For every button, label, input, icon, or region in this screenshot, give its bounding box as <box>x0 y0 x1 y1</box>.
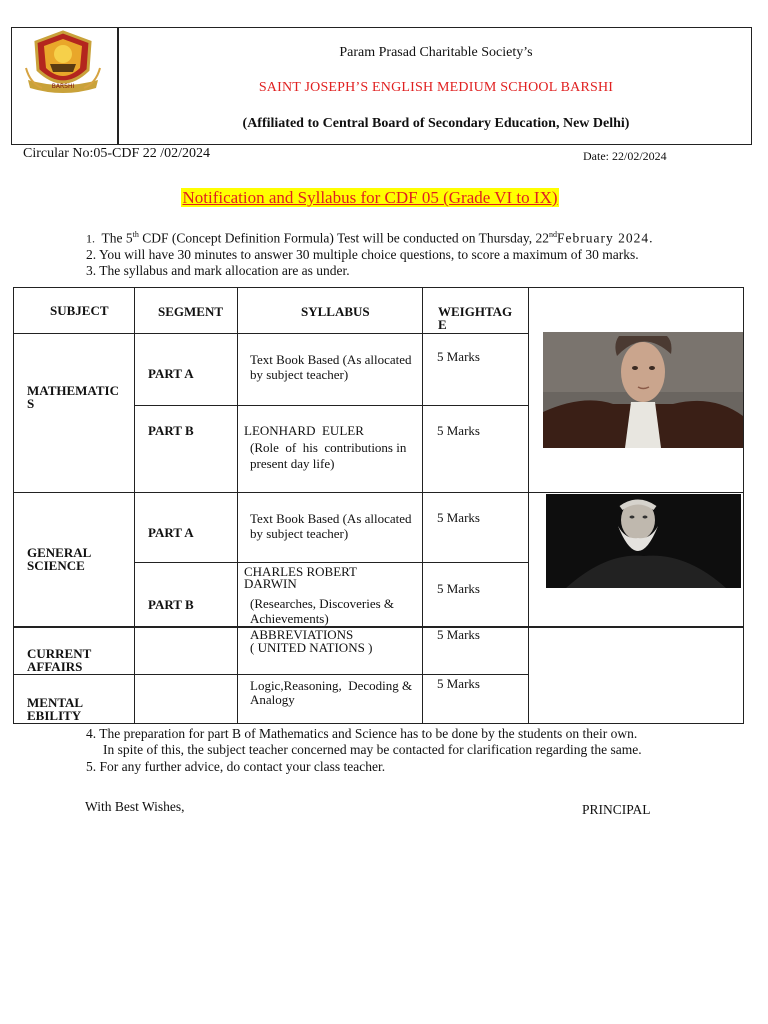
notification-title-text: Notification and Syllabus for CDF 05 (Grade VI to IX) <box>182 188 558 207</box>
math-part-a-syllabus: Text Book Based (As allocated by subject teacher) <box>250 352 412 382</box>
circular-date: Date: 22/02/2024 <box>583 149 667 163</box>
math-part-a-marks: 5 Marks <box>437 349 480 364</box>
logo-text: BARSHI <box>51 83 75 90</box>
table-border <box>13 287 744 288</box>
table-col-line <box>237 287 238 724</box>
table-col-line <box>528 287 529 724</box>
science-part-b-detail: (Researches, Discoveries & Achievements) <box>250 596 395 626</box>
math-part-b: PART B <box>148 423 194 438</box>
mental-syllabus: Logic,Reasoning, Decoding & Analogy <box>250 678 415 707</box>
table-border <box>13 287 14 724</box>
current-syllabus-1: ABBREVIATIONS <box>250 627 354 642</box>
header-weightage: WEIGHTAG E <box>438 304 513 332</box>
darwin-portrait <box>546 494 741 588</box>
affiliation-text: (Affiliated to Central Board of Secondary Education, New Delhi) <box>242 116 630 131</box>
science-part-b: PART B <box>148 597 194 612</box>
math-part-b-detail: (Role of his contributions in present day life) <box>250 440 410 471</box>
header-segment: SEGMENT <box>158 304 224 319</box>
table-row-line <box>13 626 744 628</box>
math-part-a: PART A <box>148 366 194 381</box>
subject-mental-ability: MENTAL EBILITY <box>27 695 83 723</box>
table-row-line <box>13 333 529 334</box>
note-5: 5. For any further advice, do contact your class teacher. <box>86 759 386 774</box>
point-1-sup: th <box>132 230 139 239</box>
school-logo <box>24 28 102 98</box>
table-border <box>13 723 744 724</box>
society-name: Param Prasad Charitable Society’s <box>339 45 533 60</box>
table-border <box>743 287 744 724</box>
point-1-number: 1. <box>86 231 95 246</box>
circular-number: Circular No:05-CDF 22 /02/2024 <box>23 146 211 161</box>
science-part-b-topic: CHARLES ROBERT DARWIN <box>244 564 357 591</box>
subject-science: GENERAL SCIENCE <box>27 545 91 573</box>
note-4: 4. The preparation for part B of Mathematics and Science has to be done by the students on their own. <box>86 726 638 741</box>
science-part-a: PART A <box>148 525 194 540</box>
point-1-sup2: nd <box>549 230 557 239</box>
euler-portrait <box>543 332 743 448</box>
table-row-line <box>13 674 529 675</box>
table-row-line <box>134 405 529 406</box>
header-subject: SUBJECT <box>50 303 109 318</box>
closing-wishes: With Best Wishes, <box>85 799 185 814</box>
science-part-a-syllabus: Text Book Based (As allocated by subject teacher) <box>250 511 412 541</box>
note-4-continued: In spite of this, the subject teacher concerned may be contacted for clarification regarding the same. <box>103 742 642 757</box>
table-row-line <box>13 492 744 493</box>
school-name: SAINT JOSEPH’S ENGLISH MEDIUM SCHOOL BARSHI <box>258 80 614 95</box>
science-part-b-marks: 5 Marks <box>437 581 480 596</box>
math-part-b-marks: 5 Marks <box>437 423 480 438</box>
math-part-b-topic: LEONHARD EULER <box>244 423 364 438</box>
subject-mathematics: MATHEMATIC S <box>27 383 119 411</box>
point-1-part-b: CDF (Concept Definition Formula) Test will be conducted on Thursday, 22 <box>138 230 549 246</box>
mental-marks: 5 Marks <box>437 676 480 691</box>
subject-current-affairs: CURRENT AFFAIRS <box>27 646 92 674</box>
header-syllabus: SYLLABUS <box>301 304 370 319</box>
point-1-part-c: February 2024. <box>557 230 654 246</box>
point-2: 2. You will have 30 minutes to answer 30 multiple choice questions, to score a maximum of 30 marks. <box>86 247 639 262</box>
point-3: 3. The syllabus and mark allocation are as under. <box>86 263 350 278</box>
current-syllabus-2: ( UNITED NATIONS ) <box>250 640 373 655</box>
principal-signature: PRINCIPAL <box>582 802 651 817</box>
letterhead-divider <box>117 27 119 145</box>
point-1-part-a: The 5 <box>101 230 133 246</box>
table-row-line <box>134 562 529 563</box>
table-col-line <box>422 287 423 724</box>
table-col-line <box>134 287 135 724</box>
notification-title <box>0 188 740 208</box>
science-part-a-marks: 5 Marks <box>437 510 480 525</box>
point-1 <box>86 230 653 247</box>
current-marks: 5 Marks <box>437 627 480 642</box>
